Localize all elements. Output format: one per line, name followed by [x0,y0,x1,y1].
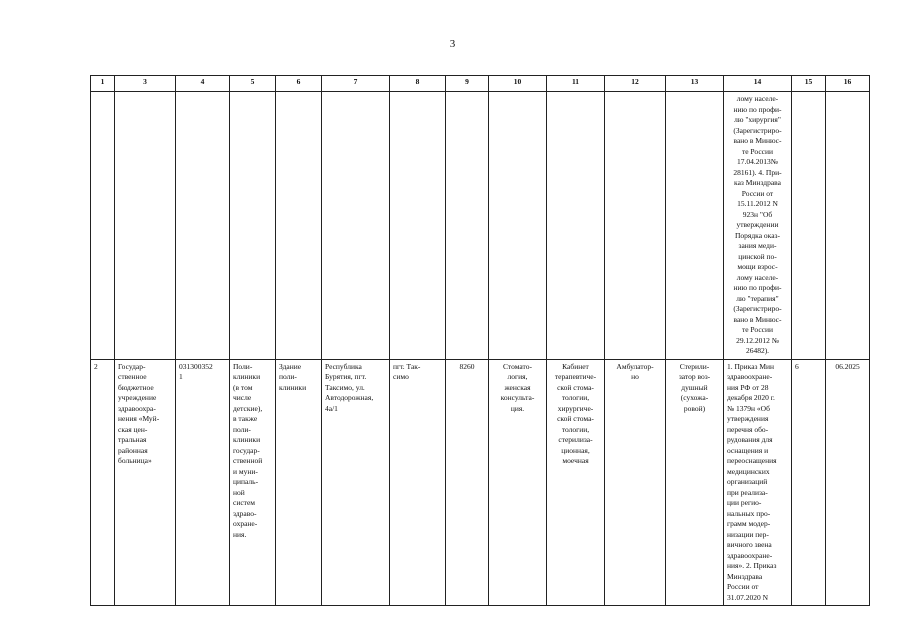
header-cell: 5 [230,76,276,92]
header-row [91,76,870,92]
building: Здание поли- клиники [276,359,322,606]
page-number: 3 [449,38,456,50]
facility-type: Поли- клиники (в том числе детские), в также поли- клиники государ- ственной и муни- ципаль- ной систем здраво- охране- ния. [230,359,276,606]
organization-code: 031300352 1 [176,359,230,606]
cabinet: Кабинет терапевтиче- ской стома- тологии, хирургиче- ской стома- тологии, стерилиза- ционная, моечная [547,359,605,606]
profile: Стомато- логия, женская консульта- ция. [489,359,547,606]
header-cell: 4 [176,76,230,92]
legal-basis-continued: лому населе- нию по профи- лю "хирургия" (Зарегистриро- вано в Минюс- те России 17.04.2013№ 28161). 4. При- каз Минздрава России от 15.11.2012 N 923н "Об утверждении Порядка оказ- зания меди- цинской по- мощи взрос- лому населе- нию по профи- лю "терапия" (Зарегистриро- вано в Минюс- те России 29.12.2012 № 26482). [724,92,792,360]
header-cell: 6 [276,76,322,92]
header-cell: 12 [605,76,666,92]
header-cell: 16 [826,76,870,92]
header-cell: 9 [446,76,489,92]
header-cell: 15 [792,76,826,92]
table-row [91,359,870,606]
header-cell: 13 [666,76,724,92]
header-cell: 10 [489,76,547,92]
organization-name: Государ- ственное бюджетное учреждение здравоохра- нения «Муй- ская цен- тральная районная больница» [115,359,176,606]
population: 8260 [446,359,489,606]
continuation-row [91,92,870,360]
address: Республика Бурятия, пгт. Таксимо, ул. Автодорожная, 4а/1 [322,359,390,606]
quantity: 6 [792,359,826,606]
locality: пгт. Так- симо [390,359,446,606]
equipment-name: Стерили- затор воз- душный (сухожа- ровой) [666,359,724,606]
care-conditions: Амбулатор- но [605,359,666,606]
row-number: 2 [91,359,115,606]
header-cell: 1 [91,76,115,92]
header-cell: 3 [115,76,176,92]
header-cell: 7 [322,76,390,92]
header-cell: 14 [724,76,792,92]
header-cell: 11 [547,76,605,92]
equipment-table [90,75,870,606]
deadline: 06.2025 [826,359,870,606]
header-cell: 8 [390,76,446,92]
legal-basis: 1. Приказ Мин здравоохране- ния РФ от 28 декабря 2020 г. № 1379н «Об утверждения перечня обо- рудования для оснащения и переоснащения медицинских организаций при реализа- ции регио- нальных про- грамм модер- низации пер- вичного звена здравоохране- ния». 2. Приказ Минздрава России от 31.07.2020 N [724,359,792,606]
